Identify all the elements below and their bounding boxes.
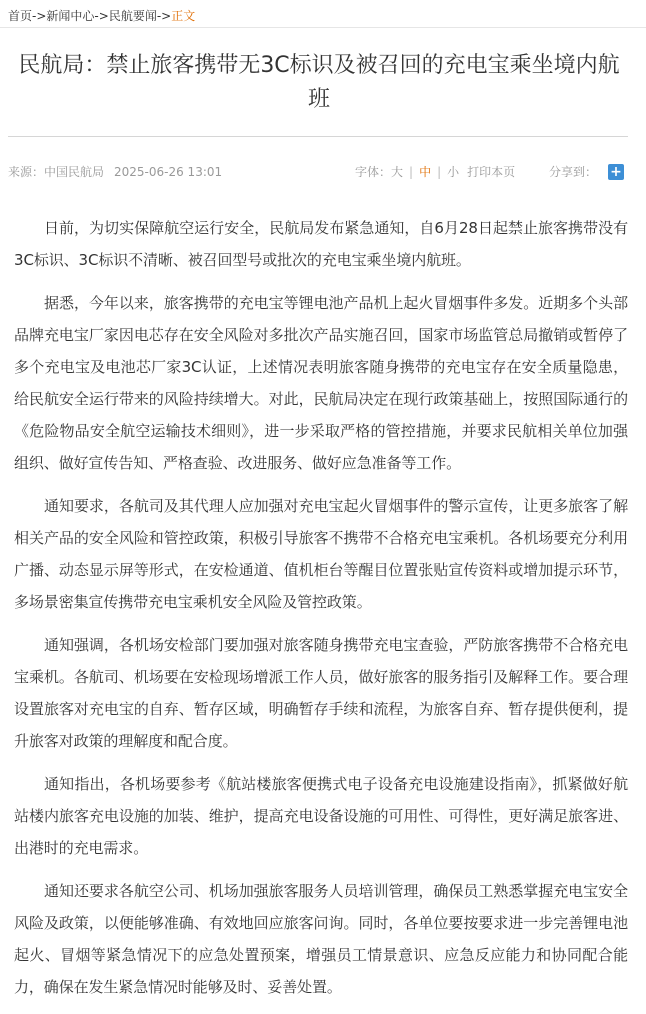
breadcrumb-separator: -> — [156, 9, 172, 23]
breadcrumb-home[interactable]: 首页 — [8, 9, 33, 23]
share-plus-icon[interactable]: + — [608, 164, 624, 180]
breadcrumb-aviation-news[interactable]: 民航要闻 — [108, 9, 157, 23]
breadcrumb-current: 正文 — [171, 9, 196, 23]
breadcrumb-divider — [0, 27, 646, 28]
breadcrumb-separator: -> — [94, 9, 109, 23]
print-page-link[interactable]: 打印本页 — [467, 165, 516, 179]
breadcrumb-news-center[interactable]: 新闻中心 — [46, 9, 95, 23]
breadcrumb-separator: -> — [32, 9, 47, 23]
article-paragraph: 日前，为切实保障航空运行安全，民航局发布紧急通知，自6月28日起禁止旅客携带没有3C标识、3C标识不清晰、被召回型号或批次的充电宝乘坐境内航班。 — [14, 219, 628, 269]
article-date: 2025-06-26 13:01 — [114, 165, 223, 179]
article-paragraph: 通知要求，各航司及其代理人应加强对充电宝起火冒烟事件的警示宣传，让更多旅客了解相关产品的安全风险和管控政策，积极引导旅客不携带不合格充电宝乘机。各机场要充分利用广播、动态显示屏等形式，在安检通道、值机柜台等醒目位置张贴宣传资料或增加提示环节，多场景密集宣传携带充电宝乘机安全风险及管控政策。 — [14, 497, 628, 611]
font-size-small[interactable]: 小 — [447, 165, 460, 179]
font-size-large[interactable]: 大 — [391, 165, 404, 179]
article-paragraph: 据悉，今年以来，旅客携带的充电宝等锂电池产品机上起火冒烟事件多发。近期多个头部品牌充电宝厂家因电芯存在安全风险对多批次产品实施召回，国家市场监管总局撤销或暂停了多个充电宝及电池芯厂家3C认证，上述情况表明旅客随身携带的充电宝存在安全质量隐患，给民航安全运行带来的风险持续增大。对此，民航局决定在现行政策基础上，按照国际通行的《危险物品安全航空运输技术细则》，进一步采取严格的管控措施，并要求民航相关单位加强组织、做好宣传告知、严格查验、改进服务、做好应急准备等工作。 — [14, 294, 628, 472]
font-size-tools — [355, 163, 515, 181]
article-paragraph: 通知还要求各航空公司、机场加强旅客服务人员培训管理，确保员工熟悉掌握充电宝安全风险及政策，以便能够准确、有效地回应旅客问询。同时，各单位要按要求进一步完善锂电池起火、冒烟等紧急情况下的应急处置预案，增强员工情景意识、应急反应能力和协同配合能力，确保在发生紧急情况时能够及时、妥善处置。 — [14, 882, 628, 996]
article-meta — [8, 163, 628, 181]
title-divider — [8, 136, 628, 137]
share-label: 分享到： — [549, 165, 598, 179]
font-size-medium[interactable]: 中 — [419, 165, 432, 179]
article-source: 来源：中国民航局 — [8, 165, 105, 179]
article-body — [14, 212, 628, 1014]
article-paragraph: 通知指出，各机场要参考《航站楼旅客便携式电子设备充电设施建设指南》，抓紧做好航站楼内旅客充电设施的加装、维护，提高充电设备设施的可用性、可得性，更好满足旅客进、出港时的充电需求。 — [14, 775, 628, 857]
font-size-divider: | — [409, 165, 414, 179]
font-size-divider: | — [437, 165, 442, 179]
article-title: 民航局：禁止旅客携带无3C标识及被召回的充电宝乘坐境内航班 — [18, 53, 620, 112]
breadcrumb — [8, 6, 195, 26]
font-size-label: 字体： — [355, 165, 392, 179]
article-paragraph: 通知强调，各机场安检部门要加强对旅客随身携带充电宝查验，严防旅客携带不合格充电宝乘机。各航司、机场要在安检现场增派工作人员，做好旅客的服务指引及解释工作。要合理设置旅客对充电宝的自弃、暂存区域，明确暂存手续和流程，为旅客自弃、暂存提供便利，提升旅客对政策的理解度和配合度。 — [14, 636, 628, 750]
